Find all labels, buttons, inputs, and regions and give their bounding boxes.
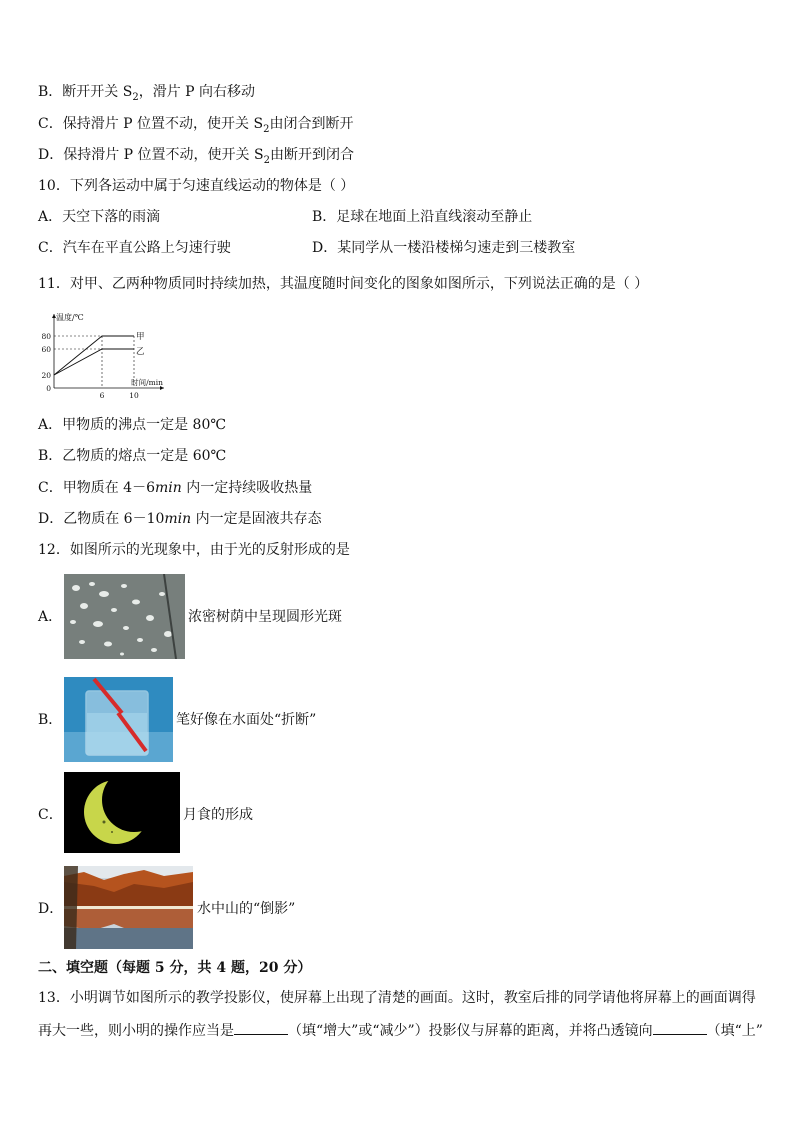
q11-option-c: C．甲物质在 4－6min 内一定持续吸收热量 [38,480,313,496]
q12-stem: 12．如图所示的光现象中，由于光的反射形成的是 [38,542,350,558]
eclipse-image [64,772,180,853]
q11-option-b: B．乙物质的熔点一定是 60℃ [38,448,227,464]
series-line-2 [54,349,134,375]
q9-option-d: D．保持滑片 P 位置不动，使开关 $S_2$由断开到闭合 [38,147,354,166]
q13-blank-2[interactable] [653,1020,707,1035]
q12-option-c-caption: 月食的形成 [183,807,253,823]
series-label: 乙 [136,347,145,357]
q12-option-b-caption: 笔好像在水面处“折断” [176,712,317,728]
series-label: 甲 [136,332,145,342]
x-tick-label: 10 [129,391,139,400]
q13-line-2: 再大一些，则小明的操作应当是 （填“增大”或“减少”）投影仪与屏幕的距离，并将凸透镜向 （填“上” [38,1020,763,1041]
q12-option-a-caption: 浓密树荫中呈现圆形光斑 [188,609,342,625]
q12-option-b-letter: B． [38,712,63,728]
q11-stem: 11．对甲、乙两种物质同时持续加热，其温度随时间变化的图象如图所示，下列说法正确的是（ ） [38,276,649,292]
section-2-title: 二、填空题（每题 5 分，共 4 题，20 分） [38,960,312,976]
y-tick-label: 0 [46,384,51,393]
q13-line-1: 13．小明调节如图所示的教学投影仪，使屏幕上出现了清楚的画面。这时，教室后排的同学请他将屏幕上的画面调得 [38,990,756,1006]
y-tick-label: 80 [41,332,51,341]
q13-blank-1[interactable] [234,1020,288,1035]
q10-stem: 10．下列各运动中属于匀速直线运动的物体是（ ） [38,178,355,194]
q10-option-d: D．某同学从一楼沿楼梯匀速走到三楼教室 [312,240,576,256]
y-tick-label: 20 [41,371,51,380]
q11-option-d: D．乙物质在 6－10min 内一定是固液共存态 [38,511,322,527]
y-axis-label: 温度/℃ [56,313,84,322]
q12-option-d-letter: D． [38,901,64,917]
q9-option-b: B．断开开关 $S_2$，滑片 P 向右移动 [38,84,256,103]
tree-shade-image [64,574,185,659]
x-tick-label: 6 [99,391,105,400]
q12-option-a-letter: A． [38,609,63,625]
q9-option-c: C．保持滑片 P 位置不动，使开关 $S_2$由闭合到断开 [38,116,354,135]
q10-option-b: B．足球在地面上沿直线滚动至静止 [312,209,533,225]
q10-option-c: C．汽车在平直公路上匀速行驶 [38,240,231,256]
temperature-time-chart [30,306,190,406]
q12-option-d-caption: 水中山的“倒影” [197,901,296,917]
q11-option-a: A．甲物质的沸点一定是 80℃ [38,417,227,433]
q10-option-a: A．天空下落的雨滴 [38,209,161,225]
mountain-reflection-image [64,866,193,949]
x-axis-label: 时间/min [131,378,163,387]
series-line-1 [54,336,134,375]
q12-option-c-letter: C． [38,807,63,823]
pencil-in-water-image [64,677,173,762]
y-tick-label: 60 [41,345,51,354]
